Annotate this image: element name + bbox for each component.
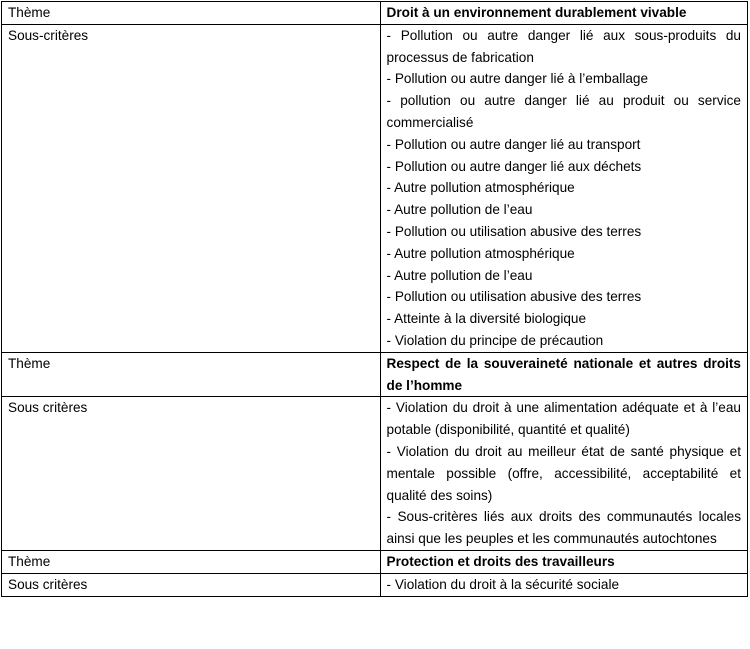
list-item: - pollution ou autre danger lié au produit ou service commercialisé: [386, 93, 741, 130]
sub-criteria-row: [2, 573, 748, 596]
list-item: - Violation du principe de précaution: [386, 332, 604, 348]
list-item: - Autre pollution atmosphérique: [386, 245, 575, 261]
theme-title: Protection et droits des travailleurs: [386, 553, 615, 569]
theme-title: Respect de la souveraineté nationale et autres droits de l’homme: [386, 355, 741, 393]
sub-criteria-list: [380, 397, 747, 551]
list-item: - Violation du droit à une alimentation adéquate et à l’eau potable (disponibilité, quantité et qualité): [386, 400, 741, 438]
sub-criteria-row: [2, 24, 748, 352]
list-item: - Violation du droit au meilleur état de santé physique et mentale possible (offre, accessibilité, acceptabilité et qualité des soins): [386, 443, 741, 503]
list-item: - Atteinte à la diversité biologique: [386, 311, 587, 327]
sub-criteria-list: [380, 24, 747, 352]
sub-criteria-label-cell: [2, 397, 381, 551]
sub-criteria-label: Sous critères: [8, 400, 88, 416]
theme-title: Droit à un environnement durablement vivable: [386, 5, 687, 20]
theme-row: [2, 550, 748, 573]
theme-title-cell: [380, 352, 747, 397]
theme-label-cell: [2, 550, 381, 573]
list-item: - Sous-critères liés aux droits des communautés locales ainsi que les peuples et les communautés autochtones: [386, 509, 741, 547]
theme-title-cell: [380, 2, 747, 25]
list-item: - Pollution ou autre danger lié aux sous-produits du processus de fabrication: [386, 27, 741, 65]
theme-label: Thème: [8, 5, 51, 20]
list-item: - Pollution ou utilisation abusive des terres: [386, 289, 642, 305]
sub-criteria-label: Sous-critères: [8, 27, 89, 43]
list-item: - Pollution ou autre danger lié à l’emballage: [386, 71, 649, 87]
theme-row: [2, 2, 748, 25]
theme-title-cell: [380, 550, 747, 573]
theme-label-cell: [2, 2, 381, 25]
list-item: - Autre pollution de l’eau: [386, 202, 533, 218]
sub-criteria-row: [2, 397, 748, 551]
sub-criteria-label-cell: [2, 573, 381, 596]
sub-criteria-list: [380, 573, 747, 596]
criteria-table: [1, 1, 748, 597]
theme-label: Thème: [8, 355, 51, 371]
list-item: - Autre pollution atmosphérique: [386, 180, 575, 196]
list-item: - Pollution ou autre danger lié aux déchets: [386, 158, 642, 174]
theme-label: Thème: [8, 553, 51, 569]
sub-criteria-label-cell: [2, 24, 381, 352]
list-item: - Pollution ou utilisation abusive des terres: [386, 223, 642, 239]
sub-criteria-label: Sous critères: [8, 576, 88, 592]
theme-label-cell: [2, 352, 381, 397]
theme-row: [2, 352, 748, 397]
list-item: - Pollution ou autre danger lié au transport: [386, 136, 641, 152]
list-item: - Violation du droit à la sécurité sociale: [386, 576, 620, 592]
list-item: - Autre pollution de l’eau: [386, 267, 533, 283]
